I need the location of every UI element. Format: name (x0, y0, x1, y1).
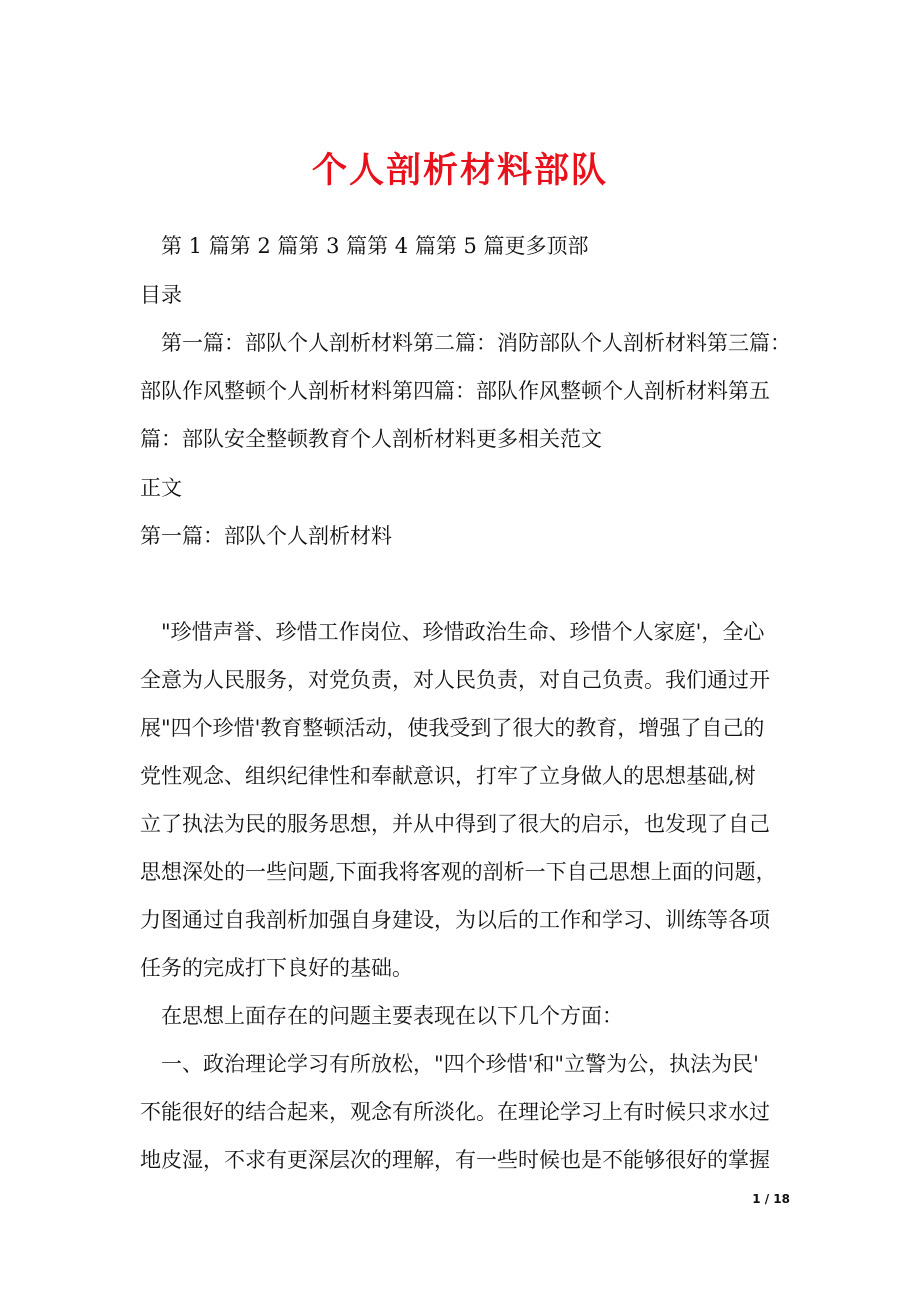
chapter-nav-line[interactable]: 第 1 篇第 2 篇第 3 篇第 4 篇第 5 篇更多顶部 (161, 234, 589, 258)
paragraph-line: 党性观念、组织纪律性和奉献意识，打牢了立身做人的思想基础,树 (140, 764, 756, 788)
toc-line[interactable]: 篇：部队安全整顿教育个人剖析材料更多相关范文 (140, 427, 602, 451)
toc-line[interactable]: 部队作风整顿个人剖析材料第四篇：部队作风整顿个人剖析材料第五 (140, 379, 770, 403)
page-number: 1 / 18 (752, 1192, 790, 1206)
paragraph-line: 全意为人民服务，对党负责，对人民负责，对自己负责。我们通过开 (140, 668, 770, 692)
body-heading: 正文 (140, 476, 182, 500)
paragraph-line: "珍惜声誉、珍惜工作岗位、珍惜政治生命、珍惜个人家庭'，全心 (161, 620, 765, 644)
paragraph-line: 展"四个珍惜'教育整顿活动，使我受到了很大的教育，增强了自己的 (140, 716, 765, 740)
paragraph-line: 力图通过自我剖析加强自身建设，为以后的工作和学习、训练等各项 (140, 908, 770, 932)
toc-heading: 目录 (140, 283, 182, 307)
paragraph-line: 地皮湿，不求有更深层次的理解，有一些时候也是不能够很好的掌握 (140, 1148, 770, 1172)
toc-line[interactable]: 第一篇：部队个人剖析材料第二篇：消防部队个人剖析材料第三篇： (161, 331, 791, 355)
paragraph-line: 不能很好的结合起来，观念有所淡化。在理论学习上有时候只求水过 (140, 1100, 770, 1124)
paragraph-line: 立了执法为民的服务思想，并从中得到了很大的启示，也发现了自己 (140, 812, 770, 836)
section-heading: 第一篇：部队个人剖析材料 (140, 524, 392, 548)
paragraph-line: 思想深处的一些问题,下面我将客观的剖析一下自己思想上面的问题， (140, 860, 777, 884)
paragraph-line: 任务的完成打下良好的基础。 (140, 956, 413, 980)
paragraph-line: 在思想上面存在的问题主要表现在以下几个方面： (161, 1004, 623, 1028)
paragraph-line: 一、政治理论学习有所放松，"四个珍惜'和"立警为公，执法为民' (161, 1052, 759, 1076)
document-title: 个人剖析材料部队 (311, 150, 608, 191)
